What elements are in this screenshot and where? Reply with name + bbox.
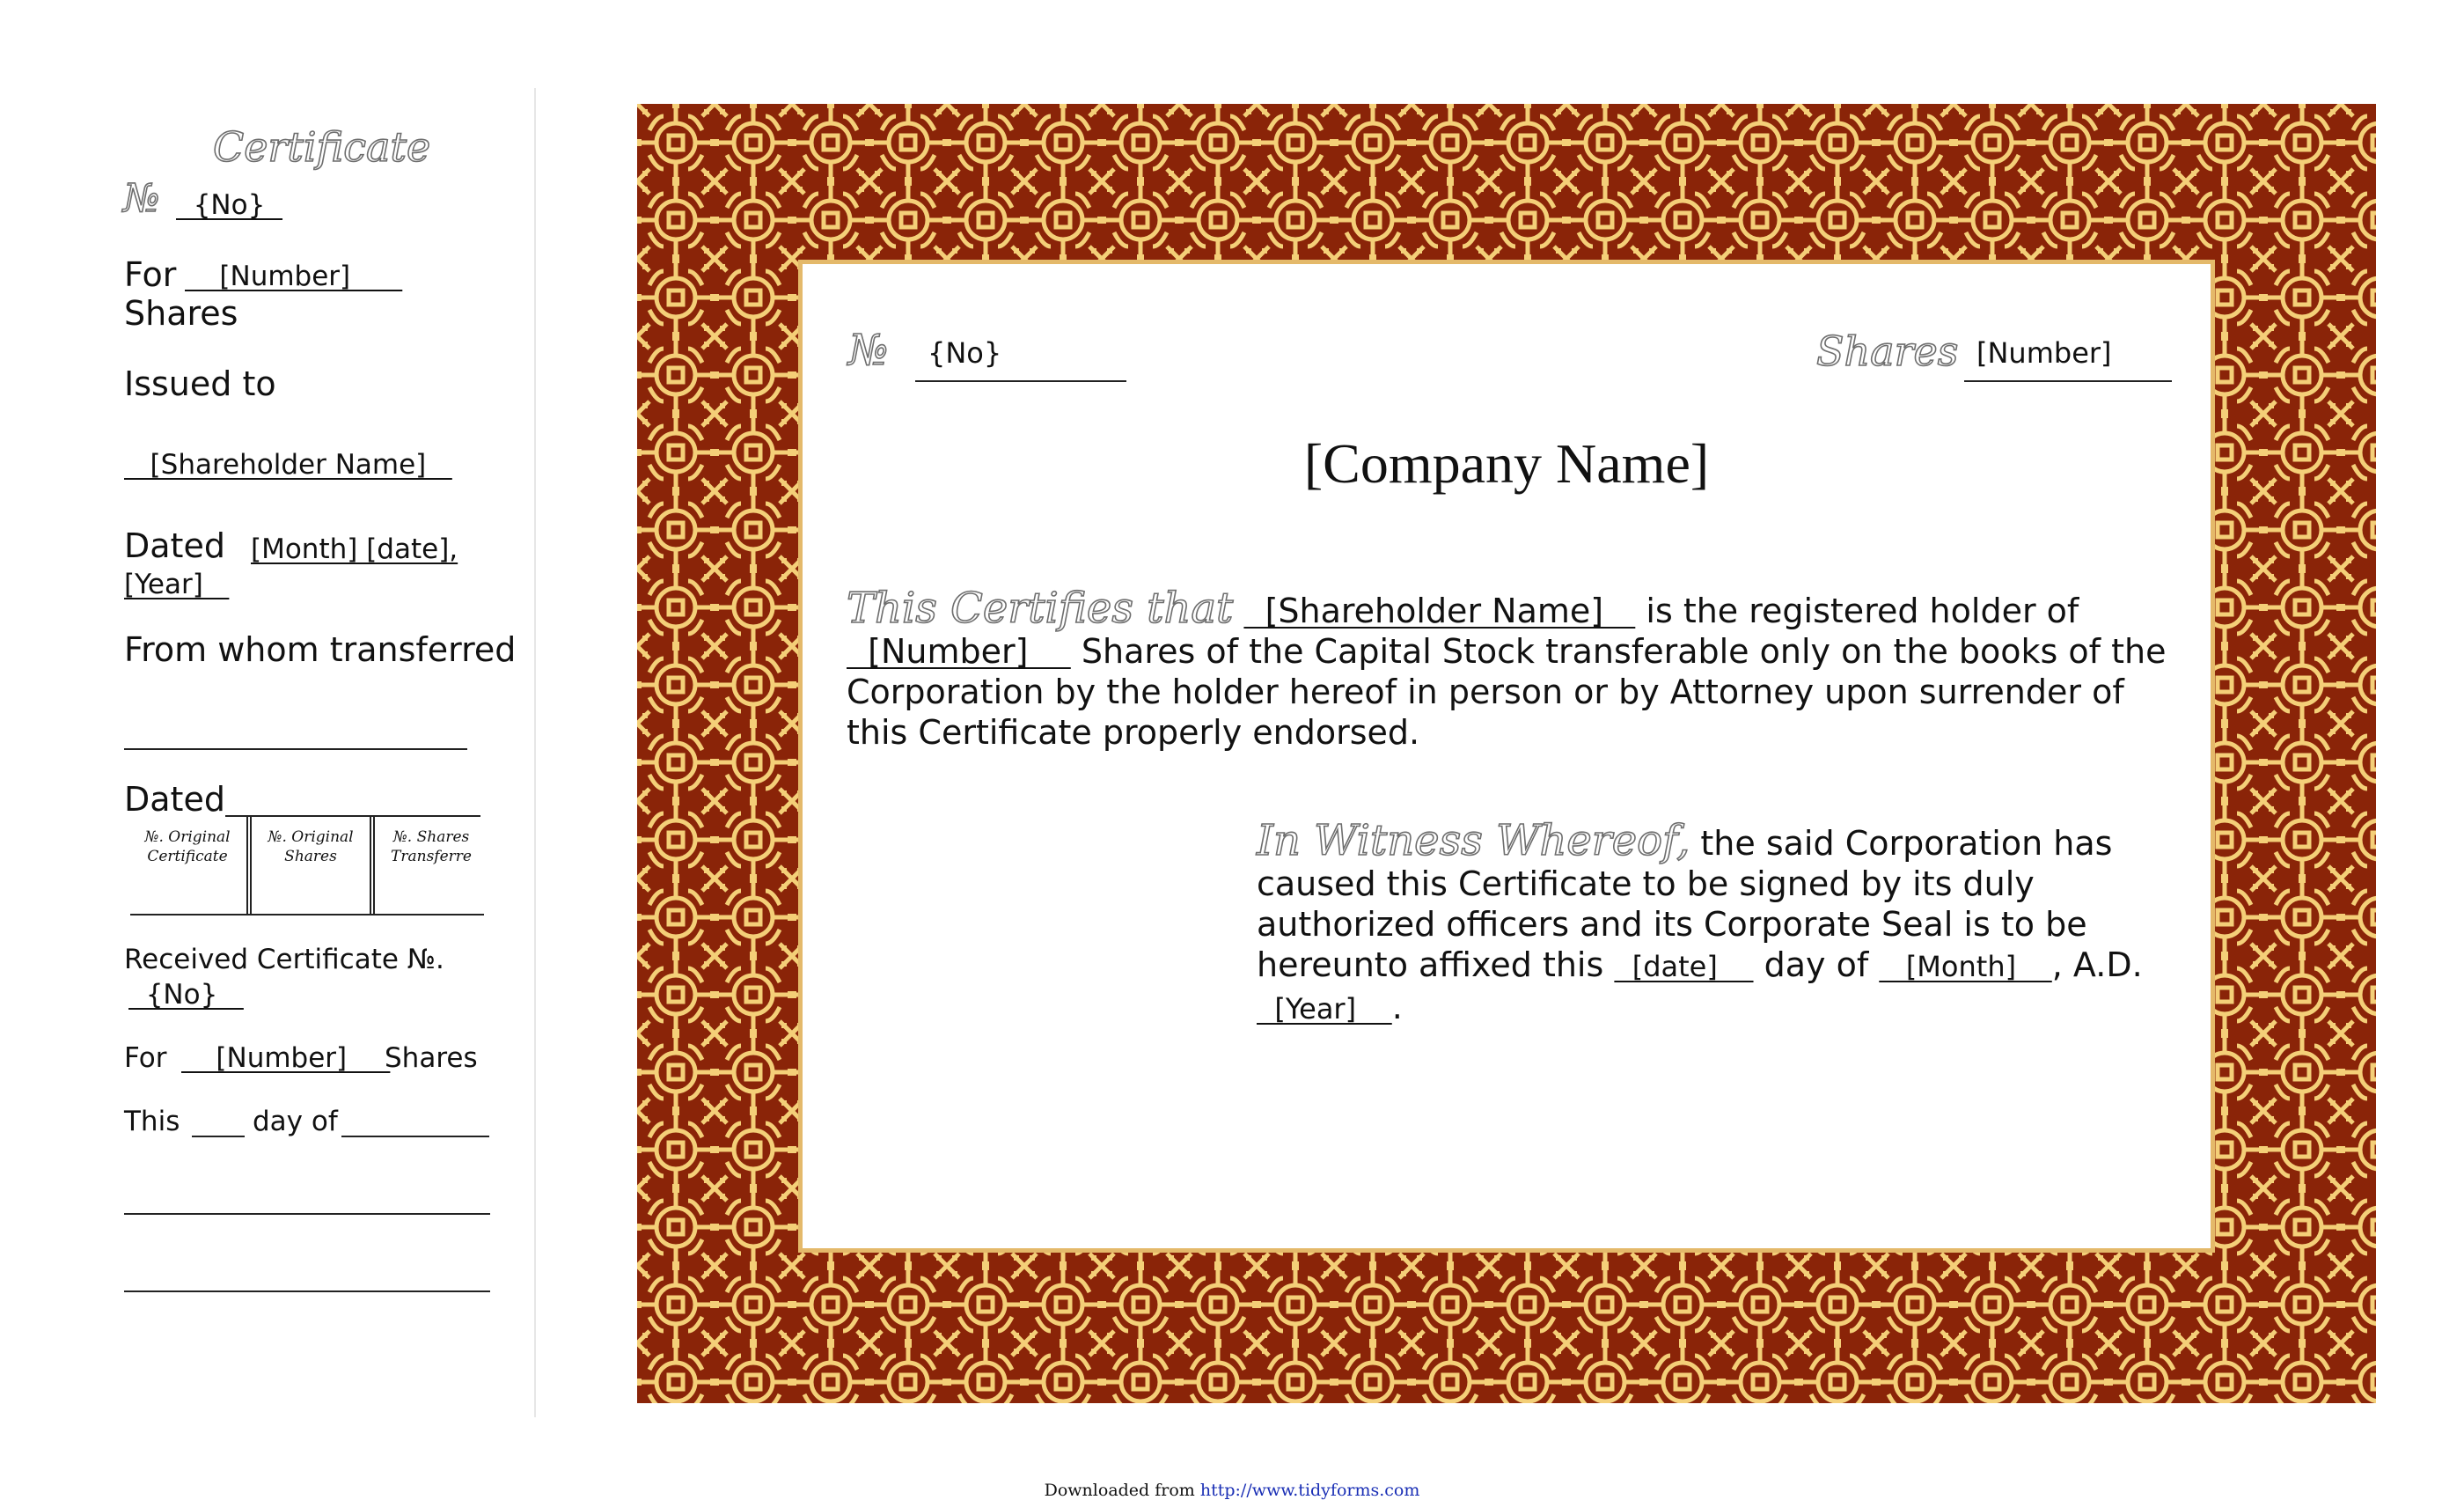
body-rest: Shares of the Capital Stock transferable only on the books of the Corporation by the holder hereof in person or by Attorney upon surrender of this Certificate properly endorsed. — [847, 632, 2167, 752]
witness-phrase: In Witness Whereof, — [1257, 816, 1690, 865]
table-separator — [246, 817, 252, 914]
stub-for-label: For — [124, 255, 177, 294]
cert-no-value: {No} — [928, 336, 1002, 370]
stub-shareholder-value: [Shareholder Name] — [124, 449, 452, 481]
certificate-stub — [0, 0, 537, 1496]
stub-transfer-table — [130, 817, 484, 915]
cert-no-line — [915, 380, 1126, 382]
company-name: [Company Name] — [1303, 432, 1710, 495]
witness-paragraph — [1257, 816, 2193, 1029]
cert-shares-label: Shares — [1816, 327, 1959, 375]
cert-number-value: [Number] — [847, 632, 1071, 671]
stub-shares-value: [Number] — [185, 261, 403, 292]
stub-this-label: This — [124, 1106, 180, 1137]
stub-signature-line-1 — [124, 1213, 490, 1215]
cert-month-value: [Month] — [1879, 950, 2052, 983]
stub-day-label: day of — [253, 1106, 338, 1137]
stub-from-label: From whom transferred — [124, 630, 517, 669]
cert-year-value: [Year] — [1257, 992, 1392, 1026]
stub-day-line — [341, 1136, 489, 1137]
stub-issued-label: Issued to — [124, 364, 276, 403]
registered-text: is the registered holder of — [1635, 592, 2079, 630]
stub-from-line — [124, 748, 467, 750]
stub-this-line — [192, 1136, 245, 1137]
table-separator — [370, 817, 375, 914]
certifies-paragraph — [847, 584, 2175, 753]
stub-for2-value: [Number] — [181, 1042, 391, 1074]
certifies-phrase: This Certifies that — [847, 584, 1234, 633]
stub-title: Certificate — [213, 123, 431, 171]
end-period: . — [1391, 988, 1403, 1026]
cert-no-symbol: № — [848, 326, 889, 375]
downloaded-text: Downloaded from — [1044, 1481, 1200, 1500]
tidyforms-link[interactable]: http://www.tidyforms.com — [1199, 1481, 1420, 1500]
download-credit — [0, 1481, 2464, 1500]
stub-dated-value: [Month] [date], — [251, 533, 458, 565]
cert-shares-value: [Number] — [1976, 336, 2112, 370]
stub-no-value: {No} — [176, 189, 283, 221]
witness-text: the said Corporation has caused this Certificate to be signed by its duly authorized officers and its Corporate Seal is to be hereunto affixed this — [1257, 824, 2113, 984]
stub-for2-label: For — [124, 1042, 167, 1074]
cert-shareholder-value: [Shareholder Name] — [1243, 592, 1636, 630]
ad-text: , A.D. — [2051, 945, 2143, 984]
cert-date-value: [date] — [1614, 950, 1754, 983]
day-word: day of — [1753, 945, 1880, 984]
stub-signature-line-2 — [124, 1290, 490, 1292]
stub-for2-shares: Shares — [385, 1042, 478, 1074]
table-header-shares-transferred: №. Shares Transferre — [391, 828, 472, 865]
stub-dated-label: Dated — [124, 526, 225, 565]
stub-shares-label: Shares — [124, 294, 238, 333]
stub-divider — [534, 88, 536, 1417]
table-header-original-certificate: №. Original Certificate — [144, 828, 231, 865]
stub-received-label: Received Certificate №. — [124, 944, 444, 975]
cert-shares-line — [1964, 380, 2172, 382]
stub-received-value: {No} — [128, 979, 244, 1011]
stub-no-symbol: № — [123, 176, 160, 221]
certificate-panel — [803, 264, 2211, 1248]
stub-dated2-label: Dated — [124, 780, 225, 819]
table-header-original-shares: №. Original Shares — [268, 828, 354, 865]
stub-dated-year: [Year] — [124, 569, 230, 600]
